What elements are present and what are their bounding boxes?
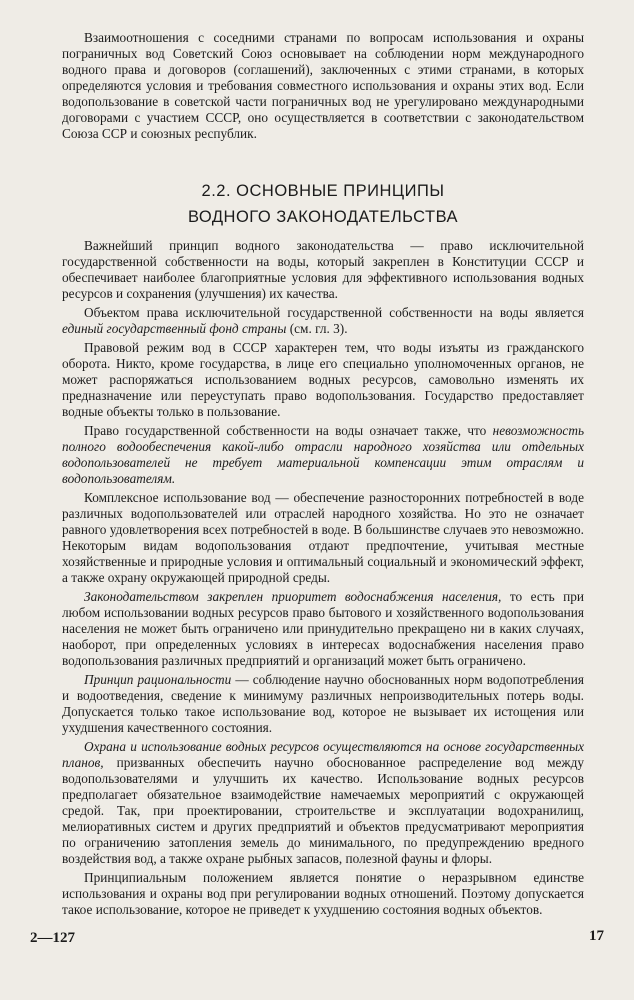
paragraph-1: Важнейший принцип водного законодательства — право исключительной государственной собственности на воды, который закреплен в Конституции СССР и обеспечивает наиболее благоприятные условия для эффективного использования водных ресурсов и сохранения (улучшения) их качества. (62, 238, 584, 301)
paragraph-2-text-b: (см. гл. 3). (286, 321, 348, 336)
paragraph-9: Принципиальным положением является понятие о неразрывном единстве использования и охраны вод при регулировании водных отношений. Поэтому допускается такое использование, которое не приведет к ухудшению состояния водных объектов. (62, 870, 584, 917)
section-heading (62, 178, 584, 230)
paragraph-8-text-b: призванных обеспечить научно обоснованное распределение вод между водопользователями и улучшить их качество. Использование водных ресурсов предполагает обязательное взаимодействие намечаемых мероприятий с окружающей средой. Так, при проектировании, строительстве и эксплуатации водохранилищ, мелиоративных систем и других предприятий и объектов предусматривают мероприятия по ограничению затопления земель до минимального, по предупреждению вредного воздействия вод, а также охране рыбных запасов, полезной фауны и флоры. (62, 755, 584, 866)
intro-paragraph: Взаимоотношения с соседними странами по вопросам использования и охраны пограничных вод Советский Союз основывает на соблюдении норм международного водного права и договоров (соглашений), заключенных с этими странами, в которых определяются условия и требования совместного использования и охраны этих вод. Если водопользование в советской части пограничных вод не урегулировано международными договорами с участием СССР, оно осуществляется в соответствии с законодательством Союза ССР и союзных республик. (62, 30, 584, 141)
intro-block (62, 30, 584, 142)
paragraph-7-emphasis: Принцип рациональности (84, 672, 232, 687)
paragraph-5: Комплексное использование вод — обеспечение разносторонних потребностей в воде различных водопользователей или отраслей народного хозяйства. Но это не означает равного удовлетворения всех потребностей в воде. В большинстве случаев это невозможно. Некоторым видам водопользования отдают предпочтение, учитывая местные хозяйственные и природные условия и оптимальный социальный и экономический эффект, а также охрану окружающей природной среды. (62, 490, 584, 585)
signature-mark: 2—127 (30, 930, 75, 946)
paragraph-8 (62, 739, 584, 867)
paragraph-6 (62, 589, 584, 669)
paragraph-2 (62, 305, 584, 337)
section-heading-line-2: ВОДНОГО ЗАКОНОДАТЕЛЬСТВА (187, 208, 459, 226)
paragraph-7-text-b: — соблюдение научно обоснованных норм водопотребления и водоотведения, сведение к минимуму различных непроизводительных потерь воды. Допускается только такое использование вод, которое не вызывает их истощения или ухудшения качественного состояния. (62, 672, 584, 735)
paragraph-2-emphasis: единый государственный фонд страны (62, 321, 287, 336)
paragraph-6-text-b: то есть при любом использовании водных ресурсов право бытового и хозяйственного водопользования населения не может быть ограничено или принудительно прекращено ни в каких случаях, наоборот, при определенных условиях в интересах водоснабжения населения право водопользования различных предприятий и организаций может быть ограничено. (62, 589, 584, 668)
paragraph-4-text-a: Право государственной собственности на воды означает также, что (84, 423, 493, 438)
paragraph-3: Правовой режим вод в СССР характерен тем, что воды изъяты из гражданского оборота. Никто, кроме государства, в лице его специально уполномоченных органов, не может распоряжаться использованием водных ресурсов, самовольно изменять их предназначение или переуступать право водопользования. Государство предоставляет водные объекты только в пользование. (62, 340, 584, 419)
paragraph-6-emphasis: Законодательством закреплен приоритет водоснабжения населения, (84, 589, 502, 604)
paragraph-4-emphasis: невозможность полного водообеспечения какой-либо отрасли народного хозяйства или отдельных водопользователей не требует материальной компенсации этим отраслям и водопользователям. (62, 423, 584, 486)
paragraph-4 (62, 423, 584, 487)
paragraph-2-text-a: Объектом права исключительной государственной собственности на воды является (84, 305, 584, 320)
paragraph-7 (62, 672, 584, 736)
section-body (62, 238, 584, 918)
paragraph-8-emphasis: Охрана и использование водных ресурсов осуществляются на основе государственных планов, (62, 739, 584, 770)
section-heading-line-1: 2.2. ОСНОВНЫЕ ПРИНЦИПЫ (201, 182, 445, 200)
page-number: 17 (589, 928, 604, 944)
